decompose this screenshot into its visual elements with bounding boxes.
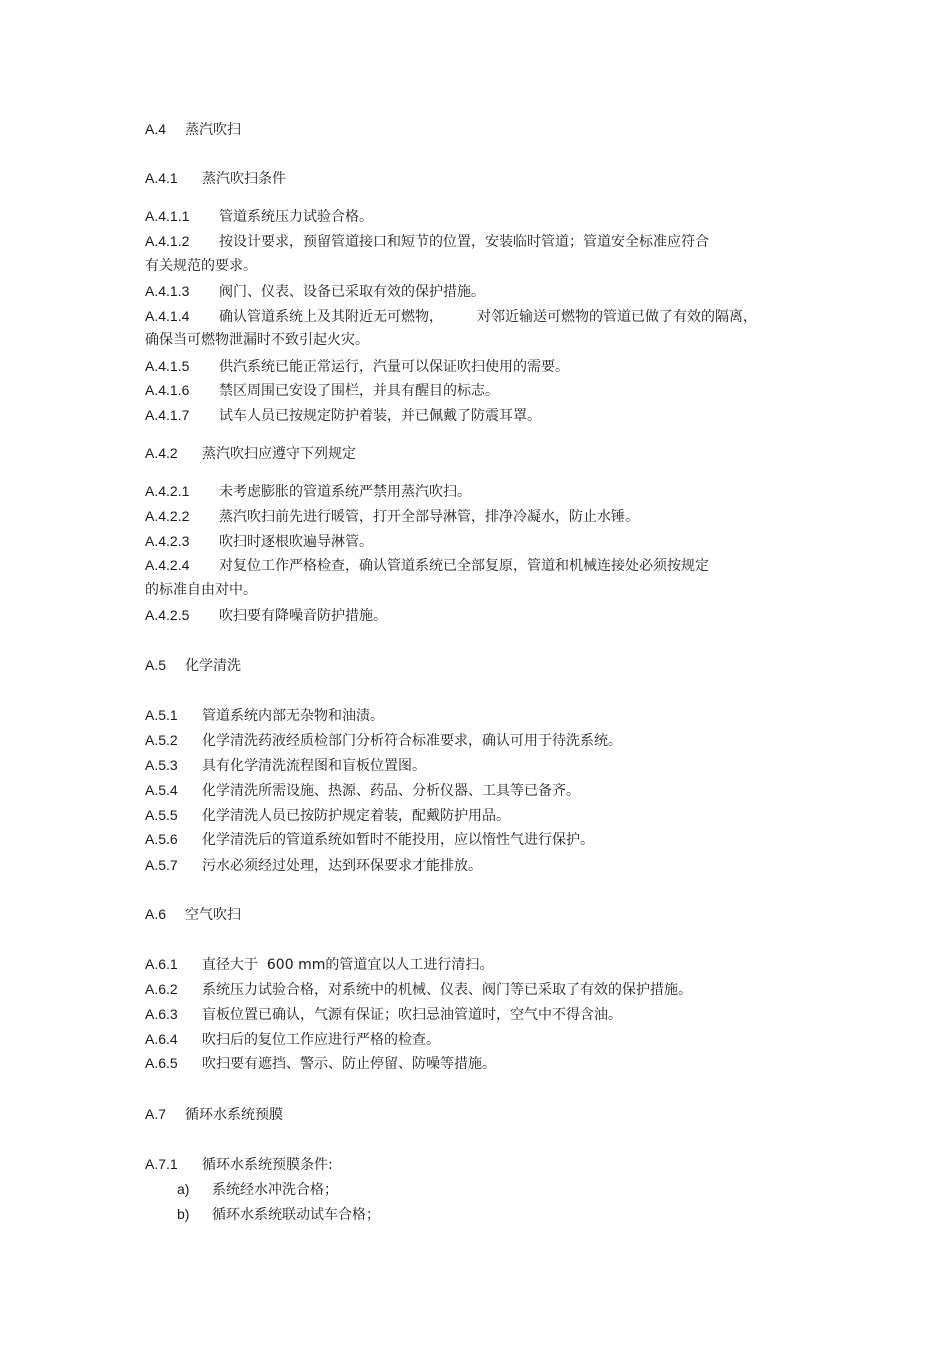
list-item-a <box>177 1180 338 1199</box>
clause-a5-2 <box>145 731 622 750</box>
list-item-b <box>177 1205 380 1224</box>
clause-number: A.5.3 <box>145 757 178 773</box>
clause-number: A.4.1.7 <box>145 407 190 423</box>
clause-continuation <box>145 581 257 599</box>
section-number: A.6 <box>145 906 167 922</box>
clause-text: 试车人员已按规定防护着装，并已佩戴了防震耳罩。 <box>219 408 541 424</box>
clause-number: A.4.2.2 <box>145 508 190 524</box>
clause-number: A.4.1.6 <box>145 382 190 398</box>
subsection-title: 蒸汽吹扫条件 <box>202 171 286 187</box>
clause-a4-1-1 <box>145 207 373 226</box>
subsection-heading-a42 <box>145 444 356 463</box>
clause-number: A.4.1.3 <box>145 283 190 299</box>
clause-text: 阀门、仪表、设备已采取有效的保护措施。 <box>219 284 485 300</box>
list-item-text: 系统经水冲洗合格； <box>212 1182 338 1198</box>
clause-text: 吹扫后的复位工作应进行严格的检查。 <box>202 1032 440 1048</box>
clause-a6-2 <box>145 980 692 999</box>
clause-text: 管道系统压力试验合格。 <box>219 209 373 225</box>
clause-text: 具有化学清洗流程图和盲板位置图。 <box>202 758 426 774</box>
clause-a5-3 <box>145 756 426 775</box>
clause-number: A.4.2.5 <box>145 607 190 623</box>
clause-text: 直径大于 600 mm的管道宜以人工进行清扫。 <box>202 957 494 973</box>
clause-a4-1-6 <box>145 381 499 400</box>
clause-continuation <box>145 331 369 349</box>
subsection-title: 蒸汽吹扫应遵守下列规定 <box>202 446 356 462</box>
clause-a5-1 <box>145 706 384 725</box>
clause-a5-6 <box>145 830 594 849</box>
section-title: 空气吹扫 <box>185 907 241 923</box>
clause-a4-2-5 <box>145 606 387 625</box>
clause-text: 盲板位置已确认，气源有保证；吹扫忌油管道时，空气中不得含油。 <box>202 1007 622 1023</box>
clause-number: A.5.5 <box>145 807 178 823</box>
clause-number: A.5.7 <box>145 857 178 873</box>
list-item-text: 循环水系统联动试车合格； <box>212 1207 380 1223</box>
clause-a6-1 <box>145 955 493 974</box>
clause-number: A.6.1 <box>145 956 178 972</box>
clause-text: 管道系统内部无杂物和油渍。 <box>202 708 384 724</box>
subsection-number: A.4.1 <box>145 170 178 186</box>
clause-text: 化学清洗药液经质检部门分析符合标准要求，确认可用于待洗系统。 <box>202 733 622 749</box>
clause-a6-5 <box>145 1054 496 1073</box>
clause-number: A.4.2.1 <box>145 483 190 499</box>
section-title: 蒸汽吹扫 <box>185 122 241 138</box>
section-number: A.5 <box>145 657 167 673</box>
clause-a4-1-3 <box>145 282 485 301</box>
section-heading-a5 <box>145 656 241 675</box>
clause-text: 系统压力试验合格，对系统中的机械、仪表、阀门等已采取了有效的保护措施。 <box>202 982 692 998</box>
clause-text: 吹扫要有遮挡、警示、防止停留、防噪等措施。 <box>202 1056 496 1072</box>
section-heading-a7 <box>145 1105 283 1124</box>
clause-number: A.4.2.4 <box>145 557 190 573</box>
section-title: 循环水系统预膜 <box>185 1107 283 1123</box>
clause-number: A.5.4 <box>145 782 178 798</box>
section-heading-a6 <box>145 905 241 924</box>
clause-number: A.5.6 <box>145 831 178 847</box>
clause-number: A.6.5 <box>145 1055 178 1071</box>
clause-number: A.6.3 <box>145 1006 178 1022</box>
clause-text: 按设计要求，预留管道接口和短节的位置，安装临时管道；管道安全标准应符合 <box>219 234 709 250</box>
clause-text: 蒸汽吹扫前先进行暖管，打开全部导淋管，排净冷凝水，防止水锤。 <box>219 509 639 525</box>
clause-text: 吹扫要有降噪音防护措施。 <box>219 608 387 624</box>
clause-text-part2: 对邻近输送可燃物的管道已做了有效的隔离， <box>477 309 757 325</box>
section-number: A.4 <box>145 121 167 137</box>
clause-number: A.4.1.2 <box>145 233 190 249</box>
clause-text: 对复位工作严格检查，确认管道系统已全部复原，管道和机械连接处必须按规定 <box>219 558 709 574</box>
clause-text: 化学清洗后的管道系统如暂时不能投用，应以惰性气进行保护。 <box>202 832 594 848</box>
subsection-number: A.7.1 <box>145 1156 178 1172</box>
clause-a5-5 <box>145 806 510 825</box>
section-number: A.7 <box>145 1106 167 1122</box>
clause-text: 确认管道系统上及其附近无可燃物， <box>219 309 443 325</box>
clause-a6-4 <box>145 1030 440 1049</box>
clause-text: 化学清洗人员已按防护规定着装，配戴防护用品。 <box>202 808 510 824</box>
clause-text: 未考虑膨胀的管道系统严禁用蒸汽吹扫。 <box>219 484 471 500</box>
clause-a4-1-2 <box>145 232 709 251</box>
clause-continuation <box>145 257 257 275</box>
clause-a4-2-2 <box>145 507 639 526</box>
clause-a4-2-1 <box>145 482 471 501</box>
clause-a5-4 <box>145 781 580 800</box>
clause-number: A.6.2 <box>145 981 178 997</box>
clause-number: A.4.1.5 <box>145 358 190 374</box>
clause-text: 吹扫时逐根吹遍导淋管。 <box>219 534 373 550</box>
clause-a4-2-4 <box>145 556 709 575</box>
clause-a4-1-7 <box>145 406 541 425</box>
clause-text-continued: 确保当可燃物泄漏时不致引起火灾。 <box>145 332 369 348</box>
clause-number: A.5.2 <box>145 732 178 748</box>
section-title: 化学清洗 <box>185 658 241 674</box>
clause-number: A.6.4 <box>145 1031 178 1047</box>
clause-a4-2-3 <box>145 532 373 551</box>
clause-number: A.4.1.1 <box>145 208 190 224</box>
subsection-title: 循环水系统预膜条件: <box>202 1157 333 1173</box>
clause-text: 污水必须经过处理，达到环保要求才能排放。 <box>202 858 482 874</box>
clause-a6-3 <box>145 1005 622 1024</box>
clause-number: A.4.1.4 <box>145 308 190 324</box>
clause-text-continued: 有关规范的要求。 <box>145 258 257 274</box>
clause-a4-1-4 <box>145 307 757 326</box>
clause-text-continued: 的标准自由对中。 <box>145 582 257 598</box>
clause-number: A.4.2.3 <box>145 533 190 549</box>
subsection-heading-a41 <box>145 169 286 188</box>
clause-text: 供汽系统已能正常运行，汽量可以保证吹扫使用的需要。 <box>219 359 569 375</box>
list-marker: a) <box>177 1181 190 1197</box>
clause-text: 禁区周围已安设了围栏，并具有醒目的标志。 <box>219 383 499 399</box>
clause-a5-7 <box>145 856 482 875</box>
subsection-number: A.4.2 <box>145 445 178 461</box>
clause-text: 化学清洗所需设施、热源、药品、分析仪器、工具等已备齐。 <box>202 783 580 799</box>
section-heading-a4 <box>145 120 241 139</box>
subsection-heading-a71 <box>145 1155 333 1174</box>
clause-a4-1-5 <box>145 357 569 376</box>
clause-number: A.5.1 <box>145 707 178 723</box>
list-marker: b) <box>177 1206 190 1222</box>
